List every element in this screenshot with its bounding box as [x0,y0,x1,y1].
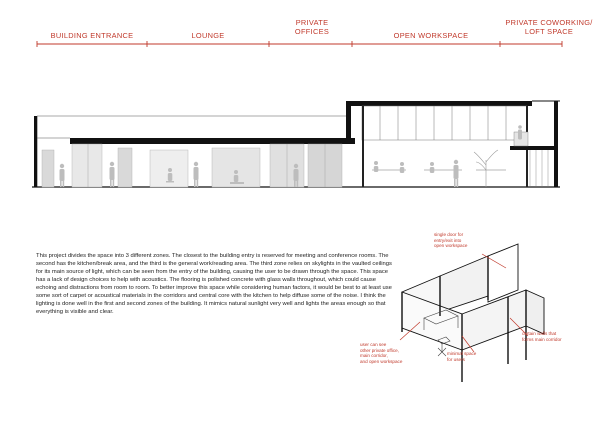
zone-label-open-workspace: OPEN WORKSPACE [393,31,469,40]
zone-label-lounge: LOUNGE [191,31,225,40]
back-wall-panel [488,244,518,302]
zone-label-building-entrance: BUILDING ENTRANCE [50,31,134,40]
zone-label-private-coworking: PRIVATE COWORKING/ LOFT SPACE [505,18,593,36]
zone-label-private-offices: PRIVATE OFFICES [294,18,330,36]
curtain-wall [440,256,488,312]
project-description: This project divides the space into 3 different zones. The closest to the building entry is reserved for meeting and conference rooms. The second has the kitchen/break area, and the third is the general work/reading area. The third zone relies on skylights in the vaulted ceilings for its main source of light, which can be seen from the entry of the building, causing the user to be drawn through the space. This space has a lack of design choices to help with acoustics. The flooring is polished concrete with glass walls throughout, which could cause echoing and distractions from room to room. To better improve this space while considering human factors, it would be best to at least use some sort of carpet or acoustical materials in the corridors and central core with the kitchen to help diffuse some of the noise. I think the lighting is done well in the first and second zones of the building. It mimics natural sunlight very well and lights the areas enough so that everything is visible and clear. [36,253,392,316]
annotation-door: single door for entry/exit into open workspace [434,232,468,249]
annotation-curtain: curtain walls that forms main corridor [522,331,562,342]
annotation-see: user can see other private office, main corridor, and open workspace [360,342,403,364]
curtain-wall [526,290,544,334]
annotation-minimal: minimal space for users [447,351,477,362]
